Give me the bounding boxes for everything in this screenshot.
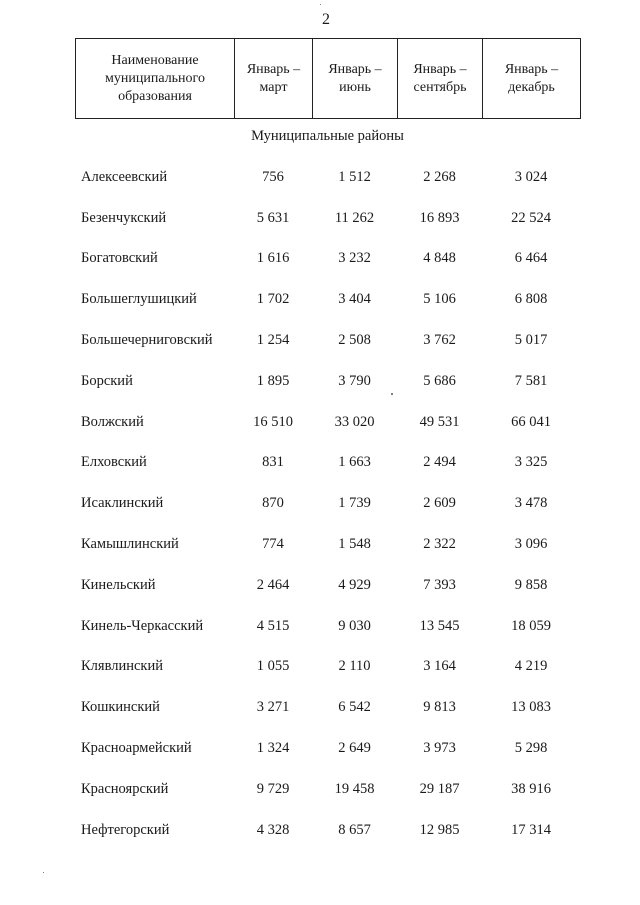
scan-speck [320,4,321,5]
value-cell: 6 808 [514,291,548,308]
value-cell: 3 478 [514,495,548,512]
value-cell: 3 096 [514,536,548,553]
table-header [75,38,581,119]
value-cell: 13 083 [511,699,551,716]
value-cell: 5 017 [514,332,548,349]
value-cell: 13 545 [419,617,460,634]
table-row [75,198,580,239]
value-cell: 22 524 [511,209,551,226]
section-title: Муниципальные районы [251,128,404,144]
value-cell: 774 [262,536,284,553]
district-name: Борский [81,372,133,389]
value-cell: 8 657 [338,821,371,838]
table-row [75,402,580,443]
district-name: Красноармейский [81,740,192,757]
district-name: Красноярский [81,780,169,797]
value-cell: 9 858 [514,576,548,593]
table-row [75,524,580,565]
value-cell: 4 328 [256,821,290,838]
table-row [75,361,580,402]
value-cell: 1 895 [256,372,290,389]
table-row [75,606,580,647]
value-cell: 1 324 [256,740,290,757]
value-cell: 6 464 [514,250,548,267]
value-cell: 2 508 [338,332,371,349]
value-cell: 3 404 [338,291,371,308]
value-cell: 3 973 [423,740,456,757]
table-row [75,157,580,198]
value-cell: 2 268 [423,168,456,185]
value-cell: 5 106 [423,291,456,308]
value-cell: 16 893 [419,209,460,226]
value-cell: 1 739 [338,495,371,512]
scan-speck [391,393,393,395]
district-name: Безенчукский [81,209,167,226]
district-name: Исаклинский [81,495,164,512]
scan-speck [43,872,44,873]
header-period-q1: Январь – март [235,39,313,119]
value-cell: 1 663 [338,454,371,471]
header-period-year: Январь – декабрь [483,39,581,119]
value-cell: 4 929 [338,576,371,593]
district-name: Кошкинский [81,699,160,716]
district-name: Елховский [81,454,147,471]
table-row [75,443,580,484]
value-cell: 5 686 [423,372,456,389]
table-row [75,279,580,320]
value-cell: 7 581 [514,372,548,389]
table-row [75,769,580,810]
district-name: Кинель-Черкасский [81,617,204,634]
value-cell: 1 512 [338,168,371,185]
value-cell: 2 464 [256,576,290,593]
value-cell: 831 [262,454,284,471]
value-cell: 1 254 [256,332,290,349]
value-cell: 18 059 [511,617,551,634]
table-row [75,565,580,606]
value-cell: 4 219 [514,658,548,675]
district-name: Алексеевский [81,168,168,185]
value-cell: 5 631 [256,209,290,226]
value-cell: 49 531 [419,413,460,430]
value-cell: 16 510 [253,413,293,430]
header-period-h1: Январь – июнь [313,39,398,119]
district-name: Камышлинский [81,536,179,553]
value-cell: 5 298 [514,740,548,757]
value-cell: 1 616 [256,250,290,267]
value-cell: 1 055 [256,658,290,675]
district-name: Волжский [81,413,144,430]
value-cell: 1 548 [338,536,371,553]
table-row [75,647,580,688]
table-row [75,687,580,728]
value-cell: 38 916 [511,780,551,797]
district-name: Большеглушицкий [81,291,197,308]
header-period-9m: Январь – сентябрь [398,39,483,119]
table-row [75,728,580,769]
value-cell: 17 314 [511,821,551,838]
value-cell: 3 271 [256,699,290,716]
table-row [75,810,580,851]
value-cell: 2 494 [423,454,456,471]
value-cell: 2 322 [423,536,456,553]
value-cell: 2 609 [423,495,456,512]
value-cell: 11 262 [334,209,375,226]
value-cell: 12 985 [419,821,460,838]
page-number: 2 [322,11,330,28]
value-cell: 9 813 [423,699,456,716]
value-cell: 7 393 [423,576,456,593]
district-name: Богатовский [81,250,158,267]
value-cell: 1 702 [256,291,290,308]
value-cell: 4 515 [256,617,290,634]
value-cell: 4 848 [423,250,456,267]
value-cell: 66 041 [511,413,551,430]
table-row [75,239,580,280]
value-cell: 2 649 [338,740,371,757]
value-cell: 9 030 [338,617,371,634]
value-cell: 33 020 [334,413,375,430]
value-cell: 3 024 [514,168,548,185]
value-cell: 3 790 [338,372,371,389]
table-row [75,483,580,524]
value-cell: 9 729 [256,780,290,797]
value-cell: 3 164 [423,658,456,675]
value-cell: 2 110 [338,658,371,675]
value-cell: 29 187 [419,780,460,797]
district-name: Большечерниговский [81,332,213,349]
table-row [75,320,580,361]
value-cell: 19 458 [334,780,375,797]
value-cell: 3 325 [514,454,548,471]
table-body [75,157,580,851]
value-cell: 3 762 [423,332,456,349]
district-name: Клявлинский [81,658,163,675]
value-cell: 756 [262,168,284,185]
value-cell: 3 232 [338,250,371,267]
value-cell: 870 [262,495,284,512]
value-cell: 6 542 [338,699,371,716]
header-name-column: Наименование муниципального образования [76,39,235,119]
district-name: Кинельский [81,576,156,593]
district-name: Нефтегорский [81,821,170,838]
